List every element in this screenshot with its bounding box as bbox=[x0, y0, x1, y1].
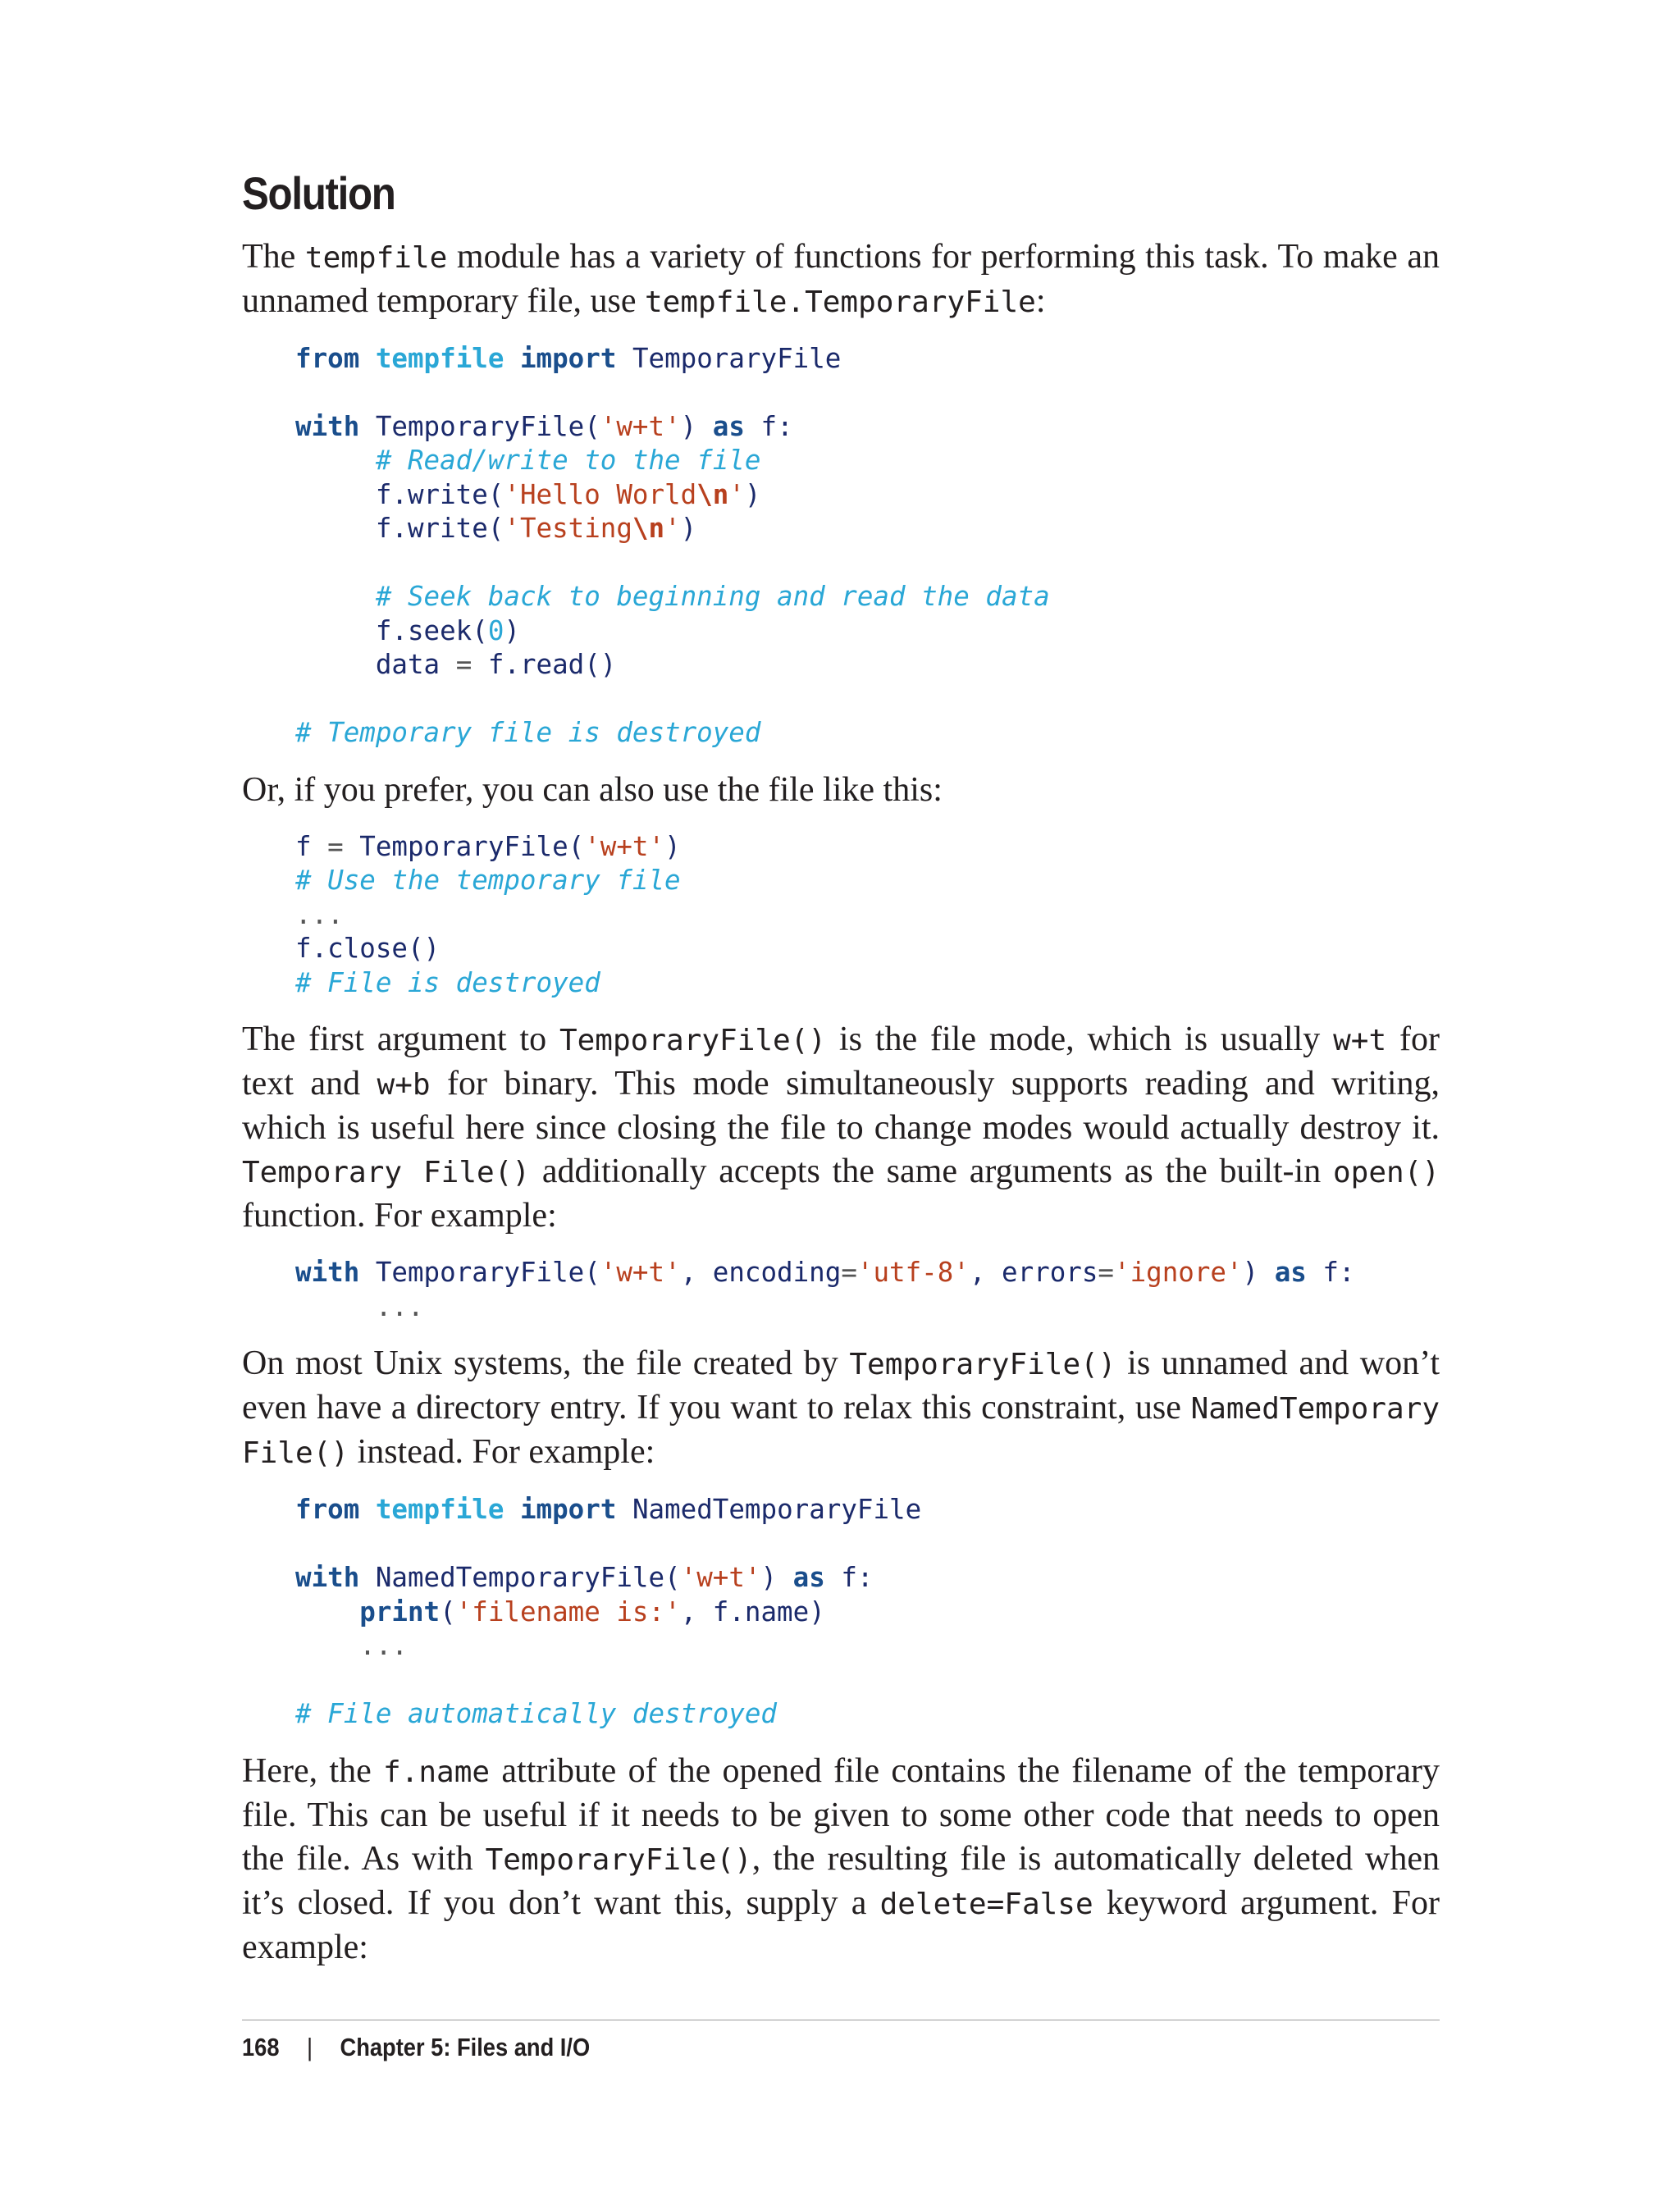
number: 0 bbox=[487, 614, 504, 646]
page-footer bbox=[242, 2033, 590, 2062]
text: , the resulting file is automatically deleted when it’s closed. If you don’t want this, supply a bbox=[242, 1839, 1440, 1922]
identifier: f.write( bbox=[375, 513, 504, 545]
keyword: as bbox=[1274, 1257, 1307, 1289]
string: 'w+t' bbox=[680, 1562, 761, 1594]
identifier: f.close() bbox=[295, 933, 441, 965]
text: is unnamed and won’t even have a directory entry. If you want to relax this constraint, use bbox=[242, 1344, 1440, 1427]
identifier: f.read() bbox=[487, 649, 617, 681]
punctuation: ) bbox=[504, 614, 520, 646]
punctuation: ) bbox=[760, 1562, 778, 1594]
string: ' bbox=[664, 513, 681, 545]
code-line bbox=[295, 1629, 1440, 1664]
identifier: TemporaryFile( bbox=[375, 1257, 600, 1289]
code-block-close bbox=[295, 830, 1440, 1001]
code-line bbox=[295, 864, 1440, 898]
comment: # Seek back to beginning and read the data bbox=[375, 581, 1050, 613]
comment: # Temporary file is destroyed bbox=[295, 717, 761, 749]
inline-code: open() bbox=[1332, 1156, 1440, 1190]
text: for binary. This mode simultaneously supports reading and writing, which is useful here since closing the file to change modes would actually destroy it. bbox=[242, 1065, 1440, 1148]
keyword: print bbox=[359, 1596, 441, 1628]
keyword: with bbox=[295, 1257, 360, 1289]
comment: # File is destroyed bbox=[295, 966, 600, 998]
identifier: f: bbox=[1322, 1257, 1355, 1289]
code-line bbox=[295, 444, 1440, 478]
text: On most Unix systems, the file created by bbox=[242, 1344, 850, 1383]
paragraph-fname bbox=[242, 1750, 1440, 1970]
module-name: tempfile bbox=[375, 342, 504, 374]
text: keyword argument. For example: bbox=[242, 1883, 1440, 1966]
inline-code: tempfile bbox=[304, 240, 448, 275]
punctuation: ) bbox=[664, 830, 681, 862]
comment: # Read/write to the file bbox=[375, 445, 761, 477]
ellipsis: ... bbox=[295, 898, 344, 930]
identifier: errors bbox=[1002, 1257, 1098, 1289]
code-line-blank bbox=[295, 1664, 1440, 1698]
page-content bbox=[242, 168, 1440, 1988]
code-line bbox=[295, 1561, 1440, 1596]
code-line bbox=[295, 932, 1440, 966]
code-line bbox=[295, 1290, 1440, 1325]
code-line bbox=[295, 1697, 1440, 1732]
string: 'w+t' bbox=[600, 410, 681, 442]
inline-code: w+t bbox=[1333, 1024, 1387, 1058]
text: attribute of the opened file contains the filename of the temporary file. This can be useful if it needs to be given to some other code that needs to open the file. As with bbox=[242, 1751, 1440, 1878]
operator: = bbox=[311, 830, 360, 862]
inline-code: TemporaryFile() bbox=[485, 1842, 752, 1877]
code-line-blank bbox=[295, 376, 1440, 410]
string: 'filename is:' bbox=[455, 1596, 681, 1628]
text: The first argument to bbox=[242, 1020, 559, 1059]
punctuation: ) bbox=[744, 478, 761, 510]
code-line bbox=[295, 1256, 1440, 1290]
code-line-blank bbox=[295, 1527, 1440, 1562]
inline-code: delete=False bbox=[879, 1887, 1093, 1921]
inline-code: TemporaryFile() bbox=[849, 1348, 1116, 1382]
identifier: TemporaryFile( bbox=[375, 410, 600, 442]
inline-code: tempfile.TemporaryFile bbox=[645, 285, 1036, 319]
punctuation: ) bbox=[1242, 1257, 1259, 1289]
paragraph-unix bbox=[242, 1342, 1440, 1475]
punctuation: , bbox=[680, 1257, 713, 1289]
ellipsis: ... bbox=[375, 1290, 424, 1322]
code-line bbox=[295, 716, 1440, 751]
code-line-blank bbox=[295, 546, 1440, 581]
code-line bbox=[295, 580, 1440, 614]
text: is the file mode, which is usually bbox=[826, 1020, 1334, 1059]
string: 'utf-8' bbox=[856, 1257, 970, 1289]
code-line bbox=[295, 1596, 1440, 1630]
footer-separator: | bbox=[306, 2033, 313, 2061]
keyword: from bbox=[295, 1494, 360, 1526]
keyword: as bbox=[712, 410, 745, 442]
identifier: TemporaryFile bbox=[632, 342, 842, 374]
inline-code: TemporaryFile() bbox=[559, 1024, 827, 1058]
punctuation: ) bbox=[680, 513, 697, 545]
keyword: import bbox=[519, 342, 617, 374]
code-line bbox=[295, 410, 1440, 445]
code-line bbox=[295, 614, 1440, 649]
code-line bbox=[295, 648, 1440, 682]
paragraph-intro bbox=[242, 235, 1440, 324]
code-line bbox=[295, 966, 1440, 1001]
string: 'w+t' bbox=[584, 830, 665, 862]
keyword: from bbox=[295, 342, 360, 374]
code-line bbox=[295, 898, 1440, 933]
text: Here, the bbox=[242, 1751, 384, 1790]
identifier: NamedTemporaryFile bbox=[632, 1494, 922, 1526]
inline-code: w+b bbox=[377, 1068, 431, 1102]
text: for text and bbox=[242, 1020, 1440, 1103]
paragraph-alternative: Or, if you prefer, you can also use the file like this: bbox=[242, 770, 943, 809]
code-block-named bbox=[295, 1493, 1440, 1732]
inline-code: NamedTemporary File() bbox=[242, 1392, 1440, 1471]
identifier: f.write( bbox=[375, 478, 504, 510]
code-block-temporaryfile bbox=[295, 342, 1440, 751]
identifier: f.name bbox=[712, 1596, 810, 1628]
text: additionally accepts the same arguments as the built-in bbox=[530, 1153, 1333, 1191]
inline-code: f.name bbox=[383, 1755, 491, 1789]
text: : bbox=[1035, 281, 1046, 320]
punctuation: ) bbox=[680, 410, 697, 442]
operator: = bbox=[440, 649, 488, 681]
identifier: TemporaryFile( bbox=[359, 830, 585, 862]
module-name: tempfile bbox=[375, 1494, 504, 1526]
code-line bbox=[295, 1493, 1440, 1527]
code-line bbox=[295, 512, 1440, 546]
punctuation: ) bbox=[809, 1596, 825, 1628]
keyword: as bbox=[792, 1562, 825, 1594]
code-block-encoding bbox=[295, 1256, 1440, 1324]
comment: # File automatically destroyed bbox=[295, 1698, 777, 1730]
string: 'Testing bbox=[504, 513, 632, 545]
escape-sequence: \n bbox=[696, 478, 729, 510]
identifier: f: bbox=[760, 410, 793, 442]
keyword: import bbox=[519, 1494, 617, 1526]
code-line bbox=[295, 342, 1440, 377]
string: ' bbox=[728, 478, 745, 510]
operator: = bbox=[841, 1257, 857, 1289]
identifier: f.seek( bbox=[375, 614, 488, 646]
keyword: with bbox=[295, 410, 360, 442]
page-number: 168 bbox=[242, 2033, 280, 2061]
punctuation: ( bbox=[440, 1596, 456, 1628]
code-line-blank bbox=[295, 682, 1440, 717]
text: function. For example: bbox=[242, 1197, 557, 1235]
comment: # Use the temporary file bbox=[295, 865, 681, 897]
ellipsis: ... bbox=[359, 1630, 408, 1662]
text: The bbox=[242, 237, 305, 276]
code-line bbox=[295, 478, 1440, 513]
text: instead. For example: bbox=[349, 1433, 655, 1472]
paragraph-mode bbox=[242, 1018, 1440, 1238]
section-title: Solution bbox=[242, 167, 395, 219]
escape-sequence: \n bbox=[632, 513, 665, 545]
string: 'ignore' bbox=[1114, 1257, 1243, 1289]
identifier: NamedTemporaryFile( bbox=[375, 1562, 681, 1594]
code-line bbox=[295, 830, 1440, 865]
inline-code: Temporary File() bbox=[242, 1156, 531, 1190]
keyword: with bbox=[295, 1562, 360, 1594]
string: 'w+t' bbox=[600, 1257, 681, 1289]
identifier: encoding bbox=[712, 1257, 842, 1289]
string: 'Hello World bbox=[504, 478, 697, 510]
identifier: f bbox=[295, 830, 312, 862]
chapter-title: Chapter 5: Files and I/O bbox=[340, 2033, 591, 2061]
punctuation: , bbox=[680, 1596, 713, 1628]
identifier: data bbox=[375, 649, 441, 681]
operator: = bbox=[1098, 1257, 1114, 1289]
text: module has a variety of functions for performing this task. To make an unnamed temporary file, use bbox=[242, 237, 1440, 320]
punctuation: , bbox=[969, 1257, 1002, 1289]
identifier: f: bbox=[841, 1562, 874, 1594]
